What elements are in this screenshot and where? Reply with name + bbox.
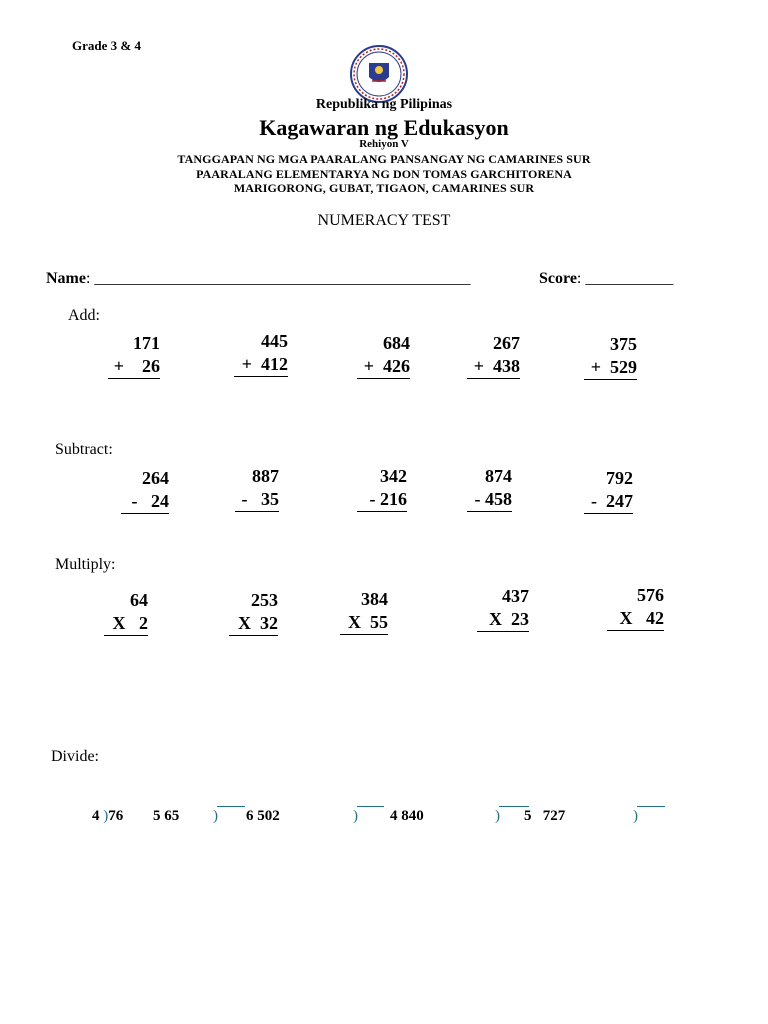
division-bracket-icon: ) [213, 808, 218, 824]
republic-heading: Republika ng Pilipinas [315, 97, 453, 112]
department-heading: Kagawaran ng Edukasyon [259, 115, 509, 140]
subtract-problem [584, 467, 633, 514]
divide-problem-1 [92, 808, 123, 825]
divisor: 6 [246, 808, 254, 824]
multiply-bottom-number: X 32 [229, 612, 278, 636]
divide-section-label: Divide: [51, 748, 99, 765]
divide-problem-5 [524, 808, 565, 825]
subtract-top-number: 264 [142, 468, 169, 488]
multiply-bottom-number: X 23 [477, 608, 529, 632]
subtract-problem [235, 465, 279, 512]
multiply-problem [229, 589, 278, 636]
division-bracket-icon: ) [633, 808, 638, 824]
add-problem [584, 333, 637, 380]
add-bottom-number: + 426 [357, 355, 410, 379]
multiply-bottom-number: X 2 [104, 612, 148, 636]
add-problem [467, 332, 520, 379]
multiply-problem [104, 589, 148, 636]
add-bottom-number: + 26 [108, 355, 160, 379]
subtract-bottom-number: - 35 [235, 488, 279, 512]
division-bracket-icon: ) [495, 808, 500, 824]
multiply-bottom-number: X 55 [340, 611, 388, 635]
add-section-label: Add: [68, 307, 100, 324]
deped-seal-logo [350, 45, 408, 103]
subtract-top-number: 792 [606, 468, 633, 488]
dividend: 65 [164, 808, 180, 824]
subtract-problem [467, 465, 512, 512]
subtract-top-number: 887 [252, 466, 279, 486]
multiply-top-number: 576 [637, 585, 664, 605]
divisor: 5 [153, 808, 161, 824]
add-problem [108, 332, 160, 379]
name-field[interactable] [46, 270, 470, 288]
multiply-problem [340, 588, 388, 635]
divide-problem-3 [246, 808, 280, 825]
subtract-problem [357, 465, 407, 512]
score-blank[interactable]: : ___________ [576, 270, 674, 287]
multiply-top-number: 437 [502, 586, 529, 606]
subtract-section-label: Subtract: [55, 441, 113, 458]
subtract-bottom-number: - 24 [121, 490, 169, 514]
name-blank[interactable]: : _______________________________________________ [85, 270, 471, 287]
multiply-top-number: 253 [251, 590, 278, 610]
name-label: Name [46, 270, 86, 287]
multiply-top-number: 64 [130, 590, 148, 610]
add-bottom-number: + 529 [584, 356, 637, 380]
division-bracket-icon: ) [353, 808, 358, 824]
division-bar-icon [499, 806, 529, 807]
add-top-number: 375 [610, 334, 637, 354]
test-title: NUMERACY TEST [317, 212, 451, 229]
add-bottom-number: + 412 [234, 353, 288, 377]
division-bar-icon [357, 806, 384, 807]
division-bar-icon [217, 806, 245, 807]
divisor: 5 [524, 808, 532, 824]
subtract-bottom-number: - 458 [467, 488, 512, 512]
multiply-problem [477, 585, 529, 632]
office-heading: TANGGAPAN NG MGA PAARALANG PANSANGAY NG CAMARINES SUR [177, 152, 591, 166]
subtract-bottom-number: - 247 [584, 490, 633, 514]
division-bar-icon [637, 806, 665, 807]
add-bottom-number: + 438 [467, 355, 520, 379]
score-field[interactable] [539, 270, 673, 288]
dividend: 840 [401, 808, 424, 824]
region-heading: Rehiyon V [359, 138, 409, 150]
divide-problem-4 [390, 808, 424, 825]
division-bracket-icon: ) [103, 808, 109, 824]
subtract-top-number: 874 [485, 466, 512, 486]
subtract-top-number: 342 [380, 466, 407, 486]
multiply-problem [607, 584, 664, 631]
multiply-section-label: Multiply: [55, 556, 116, 573]
dividend: 502 [257, 808, 280, 824]
subtract-problem [121, 467, 169, 514]
subtract-bottom-number: - 216 [357, 488, 407, 512]
add-problem [234, 330, 288, 377]
divide-problem-2 [153, 808, 179, 825]
add-top-number: 267 [493, 333, 520, 353]
dividend: 727 [542, 808, 566, 824]
divisor: 4 [390, 808, 398, 824]
divisor: 4 [92, 808, 100, 824]
school-heading: PAARALANG ELEMENTARYA NG DON TOMAS GARCHITORENA [196, 167, 572, 181]
dividend: 76 [108, 808, 124, 824]
add-top-number: 445 [261, 331, 288, 351]
add-top-number: 684 [383, 333, 410, 353]
score-label: Score [539, 270, 577, 287]
grade-level: Grade 3 & 4 [72, 38, 141, 53]
multiply-top-number: 384 [361, 589, 388, 609]
add-top-number: 171 [133, 333, 160, 353]
multiply-bottom-number: X 42 [607, 607, 664, 631]
address-heading: MARIGORONG, GUBAT, TIGAON, CAMARINES SUR [233, 181, 535, 195]
add-problem [357, 332, 410, 379]
